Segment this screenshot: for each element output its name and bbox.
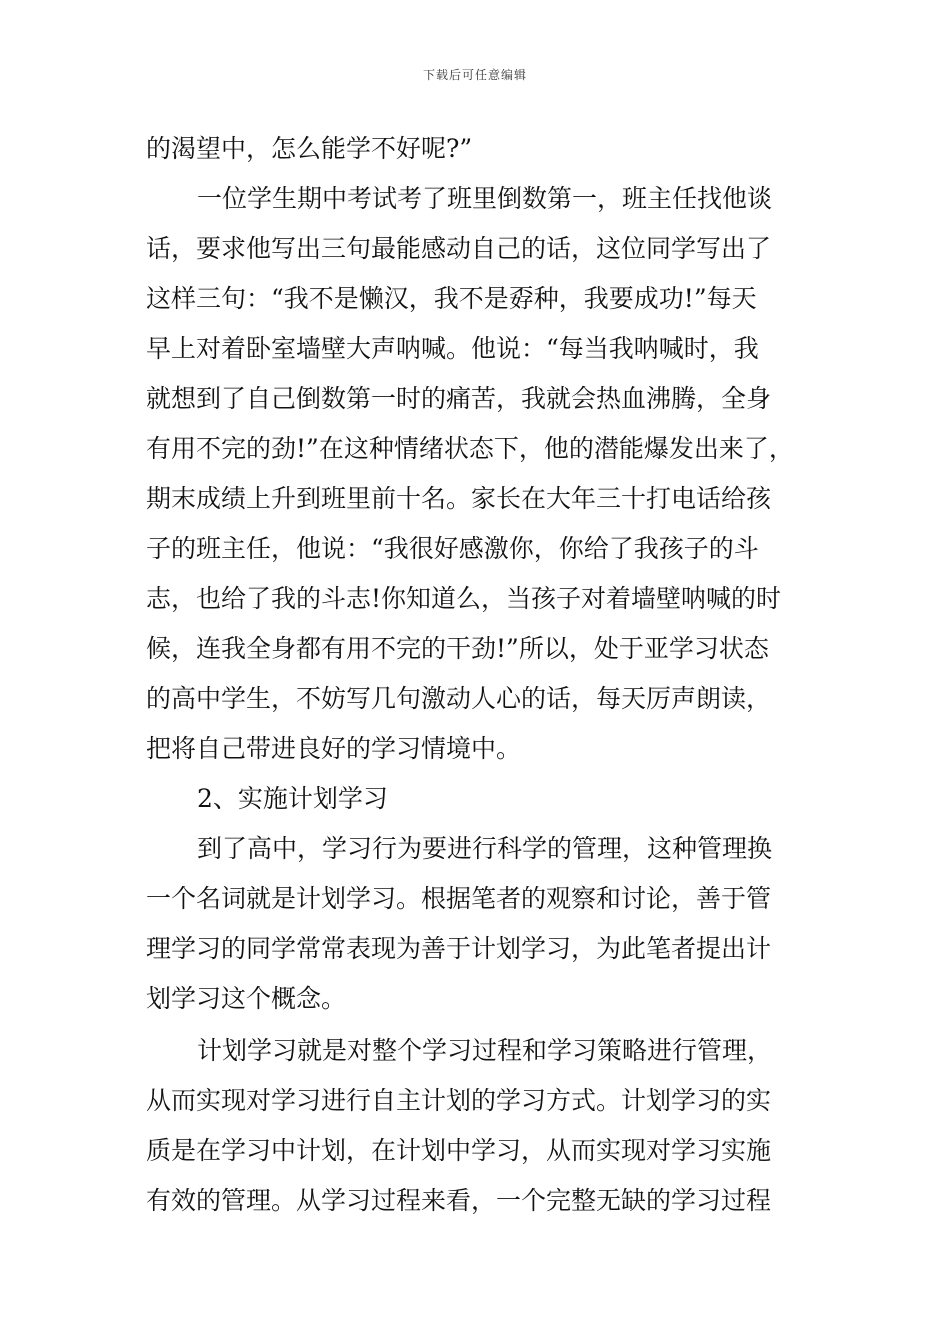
text-line: 的渴望中，怎么能学不好呢?”: [146, 134, 473, 163]
text-line: 早上对着卧室墙壁大声呐喊。他说：“每当我呐喊时，我: [146, 334, 759, 363]
text-line: 话，要求他写出三句最能感动自己的话，这位同学写出了: [146, 234, 772, 263]
text-line: 志，也给了我的斗志!你知道么，当孩子对着墙壁呐喊的时: [146, 584, 782, 613]
header-note: 下载后可任意编辑: [422, 68, 527, 82]
text-line: 期末成绩上升到班里前十名。家长在大年三十打电话给孩: [146, 484, 772, 513]
text-line: 把将自己带进良好的学习情境中。: [146, 734, 522, 763]
paragraph-first-line: 到了高中，学习行为要进行科学的管理，这种管理换: [197, 834, 773, 863]
text-line: 从而实现对学习进行自主计划的学习方式。计划学习的实: [146, 1086, 772, 1115]
text-line: 候，连我全身都有用不完的干劲!”所以，处于亚学习状态: [146, 634, 769, 663]
text-line: 就想到了自己倒数第一时的痛苦，我就会热血沸腾，全身: [146, 384, 772, 413]
text-line: 质是在学习中计划，在计划中学习，从而实现对学习实施: [146, 1136, 772, 1165]
text-line: 有用不完的劲!”在这种情绪状态下，他的潜能爆发出来了，: [146, 434, 794, 463]
text-line: 的高中学生，不妨写几句激动人心的话，每天厉声朗读，: [146, 684, 772, 713]
text-line: 这样三句：“我不是懒汉，我不是孬种，我要成功!”每天: [146, 284, 757, 313]
text-line: 子的班主任，他说：“我很好感激你，你给了我孩子的斗: [146, 534, 759, 563]
section-heading: 2、实施计划学习: [197, 784, 388, 813]
text-line: 理学习的同学常常表现为善于计划学习，为此笔者提出计: [146, 934, 772, 963]
text-line: 有效的管理。从学习过程来看，一个完整无缺的学习过程: [146, 1186, 772, 1215]
text-line: 划学习这个概念。: [146, 984, 347, 1013]
paragraph-first-line: 计划学习就是对整个学习过程和学习策略进行管理，: [197, 1036, 773, 1065]
text-line: 一个名词就是计划学习。根据笔者的观察和讨论，善于管: [146, 884, 772, 913]
paragraph-first-line: 一位学生期中考试考了班里倒数第一，班主任找他谈: [197, 184, 773, 213]
